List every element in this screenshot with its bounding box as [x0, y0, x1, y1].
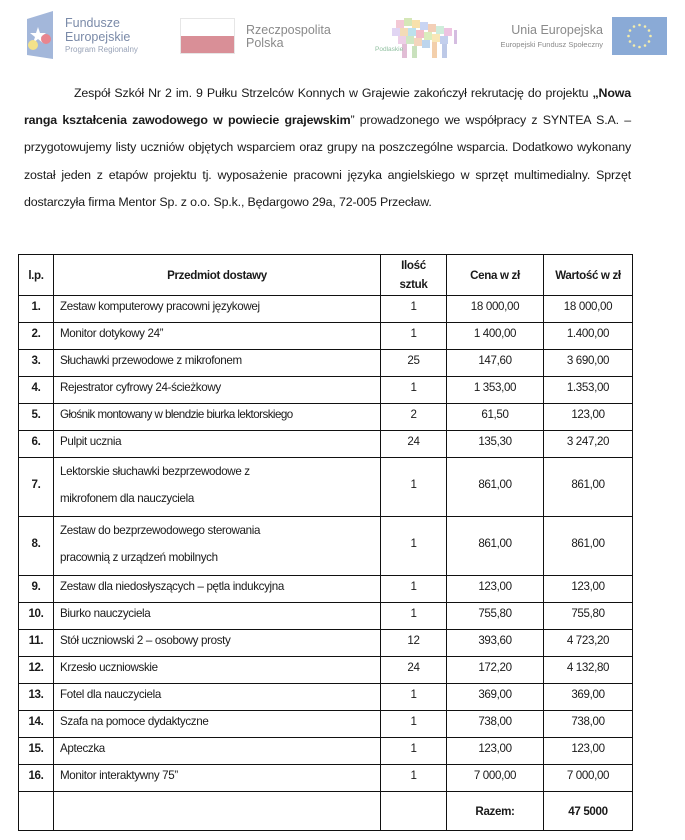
table-row: [19, 296, 633, 323]
total-empty-qty: [381, 792, 447, 831]
table-row: [19, 431, 633, 458]
total-empty-item: [54, 792, 381, 831]
row-lp: 2.: [19, 323, 54, 350]
row-value: 1.400,00: [544, 323, 633, 350]
unia-europejska-text: Unia Europejska Europejski Fundusz Społeczny: [500, 23, 603, 49]
table-row: [19, 404, 633, 431]
row-price: 1 353,00: [447, 377, 544, 404]
row-lp: 3.: [19, 350, 54, 377]
row-qty: 24: [381, 657, 447, 684]
row-qty: 1: [381, 684, 447, 711]
row-item: Rejestrator cyfrowy 24-ścieżkowy: [54, 377, 381, 404]
total-value: 47 5000: [544, 792, 633, 831]
row-price: 369,00: [447, 684, 544, 711]
header-lp: l.p.: [19, 255, 54, 296]
row-item: Słuchawki przewodowe z mikrofonem: [54, 350, 381, 377]
row-item: Krzesło uczniowskie: [54, 657, 381, 684]
header-logos: [0, 0, 685, 66]
intro-paragraph: Zespół Szkół Nr 2 im. 9 Pułku Strzelców Konnych w Grajewie zakończył rekrutację do projektu „Nowa ranga kształcenia zawodowego w powiecie grajewskim” prowadzonego we współpracy z SYNTEA S.A. – przygotowujemy listy uczniów objętych wsparciem oraz grupy na poszczególne wsparcia. Dodatkowo wykonany został jeden z etapów projektu tj. wyposażenie pracowni języka angielskiego w sprzęt multimedialny. Sprzęt dostarczyła firma Mentor Sp. z o.o. Sp.k., Będargowo 29a, 72-005 Przecław.: [24, 86, 632, 209]
row-value: 18 000,00: [544, 296, 633, 323]
podlaskie-label: Podlaskie: [375, 46, 404, 53]
row-item: Fotel dla nauczyciela: [54, 684, 381, 711]
table-row: [19, 711, 633, 738]
row-value: 4 723,20: [544, 630, 633, 657]
row-lp: 14.: [19, 711, 54, 738]
row-item: Zestaw komputerowy pracowni językowej: [54, 296, 381, 323]
row-value: 369,00: [544, 684, 633, 711]
row-qty: 25: [381, 350, 447, 377]
row-item: Biurko nauczyciela: [54, 603, 381, 630]
row-qty: 1: [381, 323, 447, 350]
table-row: [19, 517, 633, 576]
row-price: 135,30: [447, 431, 544, 458]
row-price: 738,00: [447, 711, 544, 738]
row-item: Lektorskie słuchawki bezprzewodowe z mikrofonem dla nauczyciela: [54, 458, 381, 517]
row-value: 738,00: [544, 711, 633, 738]
total-label: Razem:: [447, 792, 544, 831]
podlaskie-bison-logo-icon: [388, 14, 466, 60]
row-value: 123,00: [544, 738, 633, 765]
polish-flag-icon: [180, 18, 235, 54]
row-price: 123,00: [447, 738, 544, 765]
row-value: 7 000,00: [544, 765, 633, 792]
row-qty: 1: [381, 296, 447, 323]
row-qty: 1: [381, 603, 447, 630]
row-lp: 12.: [19, 657, 54, 684]
row-price: 18 000,00: [447, 296, 544, 323]
row-lp: 13.: [19, 684, 54, 711]
row-lp: 6.: [19, 431, 54, 458]
row-item: Szafa na pomoce dydaktyczne: [54, 711, 381, 738]
row-lp: 11.: [19, 630, 54, 657]
row-item: Zestaw do bezprzewodowego sterowania pracownią z urządzeń mobilnych: [54, 517, 381, 576]
table-row: [19, 657, 633, 684]
table-row: [19, 603, 633, 630]
row-item: Stół uczniowski 2 – osobowy prosty: [54, 630, 381, 657]
table-row: [19, 350, 633, 377]
row-qty: 1: [381, 458, 447, 517]
row-item: Głośnik montowany w blendzie biurka lektorskiego: [54, 404, 381, 431]
table-row: [19, 458, 633, 517]
row-price: 393,60: [447, 630, 544, 657]
row-item: Monitor dotykowy 24”: [54, 323, 381, 350]
row-qty: 24: [381, 431, 447, 458]
row-item: Pulpit ucznia: [54, 431, 381, 458]
row-lp: 16.: [19, 765, 54, 792]
table-row: [19, 323, 633, 350]
row-qty: 1: [381, 765, 447, 792]
row-item: Apteczka: [54, 738, 381, 765]
table-row: [19, 576, 633, 603]
header-value: Wartość w zł: [544, 255, 633, 296]
row-price: 755,80: [447, 603, 544, 630]
row-qty: 2: [381, 404, 447, 431]
project-title: „Nowa ranga kształcenia zawodowego w powiecie grajewskim: [24, 86, 631, 128]
table-row: [19, 738, 633, 765]
row-qty: 1: [381, 377, 447, 404]
row-lp: 9.: [19, 576, 54, 603]
table-total-row: [19, 792, 633, 831]
row-value: 861,00: [544, 517, 633, 576]
row-value: 861,00: [544, 458, 633, 517]
table-header-row: [19, 255, 633, 296]
row-price: 861,00: [447, 517, 544, 576]
row-item: Monitor interaktywny 75”: [54, 765, 381, 792]
row-price: 1 400,00: [447, 323, 544, 350]
header-qty: Ilość sztuk: [381, 255, 447, 296]
table-row: [19, 684, 633, 711]
row-value: 3 690,00: [544, 350, 633, 377]
table-row: [19, 765, 633, 792]
delivery-table: [18, 254, 633, 831]
row-qty: 1: [381, 576, 447, 603]
row-qty: 1: [381, 517, 447, 576]
row-value: 3 247,20: [544, 431, 633, 458]
row-qty: 1: [381, 738, 447, 765]
row-lp: 15.: [19, 738, 54, 765]
row-value: 123,00: [544, 576, 633, 603]
total-empty-lp: [19, 792, 54, 831]
row-lp: 7.: [19, 458, 54, 517]
row-lp: 10.: [19, 603, 54, 630]
row-value: 1.353,00: [544, 377, 633, 404]
row-price: 172,20: [447, 657, 544, 684]
row-lp: 4.: [19, 377, 54, 404]
row-value: 755,80: [544, 603, 633, 630]
row-price: 61,50: [447, 404, 544, 431]
row-price: 123,00: [447, 576, 544, 603]
eu-flag-icon: [612, 17, 667, 55]
row-value: 123,00: [544, 404, 633, 431]
row-qty: 1: [381, 711, 447, 738]
row-price: 861,00: [447, 458, 544, 517]
fundusze-europejskie-logo-icon: [27, 11, 53, 59]
rzeczpospolita-polska-text: Rzeczpospolita Polska: [246, 23, 331, 50]
row-price: 7 000,00: [447, 765, 544, 792]
row-lp: 5.: [19, 404, 54, 431]
row-lp: 8.: [19, 517, 54, 576]
row-qty: 12: [381, 630, 447, 657]
table-row: [19, 377, 633, 404]
row-value: 4 132,80: [544, 657, 633, 684]
header-price: Cena w zł: [447, 255, 544, 296]
row-price: 147,60: [447, 350, 544, 377]
header-item: Przedmiot dostawy: [54, 255, 381, 296]
table-row: [19, 630, 633, 657]
row-lp: 1.: [19, 296, 54, 323]
fundusze-europejskie-text: Fundusze Europejskie Program Regionalny: [65, 16, 138, 54]
row-item: Zestaw dla niedosłyszących – pętla indukcyjna: [54, 576, 381, 603]
